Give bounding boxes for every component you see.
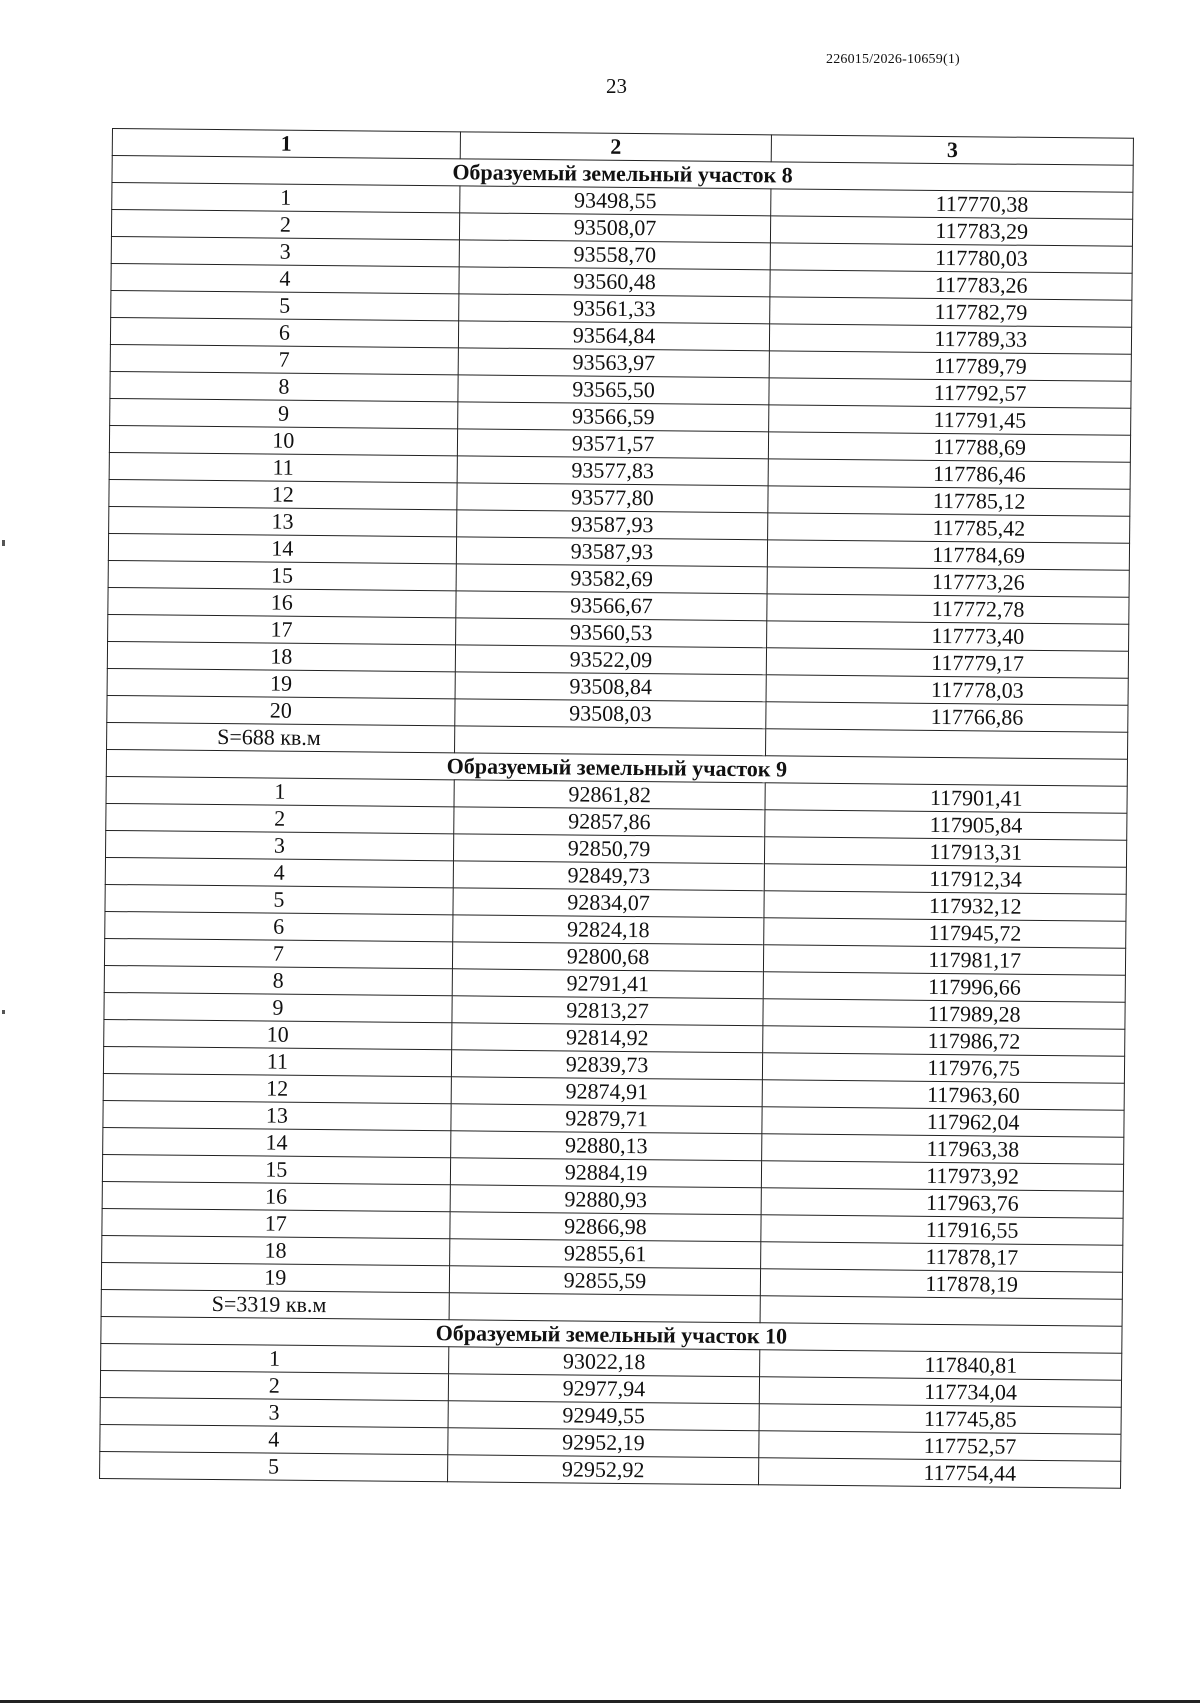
- point-number-cell: 12: [103, 1073, 451, 1103]
- x-coordinate-cell: 92949,55: [448, 1401, 760, 1431]
- y-coordinate-cell: 117945,72: [764, 918, 1126, 948]
- y-coordinate-cell: 117963,38: [762, 1134, 1124, 1164]
- y-coordinate-cell: 117963,76: [761, 1188, 1123, 1218]
- point-number-cell: 1: [112, 183, 460, 213]
- y-coordinate-cell: 117989,28: [763, 999, 1125, 1029]
- coordinates-table-body: [100, 129, 1134, 1489]
- x-coordinate-cell: 93508,84: [455, 672, 767, 702]
- column-header-1: 1: [112, 129, 460, 159]
- x-coordinate-cell: 93508,03: [454, 699, 766, 729]
- column-header-2: 2: [460, 132, 772, 162]
- point-number-cell: 19: [101, 1262, 449, 1292]
- x-coordinate-cell: 92839,73: [451, 1050, 763, 1080]
- y-coordinate-cell: 117878,17: [761, 1242, 1123, 1272]
- x-coordinate-cell: 92813,27: [452, 996, 764, 1026]
- point-number-cell: 3: [111, 236, 459, 266]
- y-coordinate-cell: 117901,41: [765, 783, 1127, 813]
- x-coordinate-cell: 93522,09: [455, 645, 767, 675]
- x-coordinate-cell: 92791,41: [452, 969, 764, 999]
- x-coordinate-cell: 92879,71: [451, 1104, 763, 1134]
- y-coordinate-cell: 117734,04: [760, 1377, 1122, 1407]
- y-coordinate-cell: 117779,17: [767, 648, 1129, 678]
- x-coordinate-cell: 92855,61: [449, 1239, 761, 1269]
- y-coordinate-cell: 117782,79: [770, 297, 1132, 327]
- point-number-cell: 4: [111, 263, 459, 293]
- x-coordinate-cell: 92850,79: [453, 834, 765, 864]
- point-number-cell: 8: [104, 965, 452, 995]
- point-number-cell: 6: [110, 317, 458, 347]
- x-coordinate-cell: 93560,48: [459, 267, 771, 297]
- point-number-cell: 2: [111, 210, 459, 240]
- point-number-cell: 8: [110, 371, 458, 401]
- x-coordinate-cell: 92857,86: [453, 807, 765, 837]
- section-title: Образуемый земельный участок 9: [106, 749, 1127, 786]
- y-coordinate-cell: 117745,85: [759, 1404, 1121, 1434]
- y-coordinate-cell: 117773,26: [767, 567, 1129, 597]
- y-coordinate-cell: 117986,72: [763, 1026, 1125, 1056]
- point-number-cell: 10: [104, 1019, 452, 1049]
- y-coordinate-cell: 117766,86: [766, 702, 1128, 732]
- y-coordinate-cell: 117786,46: [768, 459, 1130, 489]
- point-number-cell: 1: [106, 776, 454, 806]
- x-coordinate-cell: 92952,19: [447, 1428, 759, 1458]
- point-number-cell: 9: [110, 398, 458, 428]
- point-number-cell: 18: [102, 1235, 450, 1265]
- point-number-cell: 20: [107, 695, 455, 725]
- x-coordinate-cell: 92834,07: [453, 888, 765, 918]
- x-coordinate-cell: 93022,18: [448, 1347, 760, 1377]
- y-coordinate-cell: 117913,31: [765, 837, 1127, 867]
- point-number-cell: 1: [101, 1343, 449, 1373]
- x-coordinate-cell: 93577,80: [457, 483, 769, 513]
- y-coordinate-cell: 117789,79: [769, 351, 1131, 381]
- point-number-cell: 17: [102, 1208, 450, 1238]
- x-coordinate-cell: 93566,67: [456, 591, 768, 621]
- point-number-cell: 13: [103, 1100, 451, 1130]
- x-coordinate-cell: 92861,82: [454, 780, 766, 810]
- y-coordinate-cell: 117840,81: [760, 1350, 1122, 1380]
- x-coordinate-cell: 93566,59: [457, 402, 769, 432]
- x-coordinate-cell: 92880,13: [450, 1131, 762, 1161]
- section-title: Образуемый земельный участок 8: [112, 156, 1133, 193]
- y-coordinate-cell: 117785,42: [768, 513, 1130, 543]
- x-coordinate-cell: 92855,59: [449, 1266, 761, 1296]
- y-coordinate-cell: 117789,33: [770, 324, 1132, 354]
- y-coordinate-cell: 117996,66: [763, 972, 1125, 1002]
- x-coordinate-cell: 92884,19: [450, 1158, 762, 1188]
- area-cell: S=688 кв.м: [107, 722, 455, 752]
- x-coordinate-cell: 92880,93: [450, 1185, 762, 1215]
- y-coordinate-cell: 117788,69: [769, 432, 1131, 462]
- point-number-cell: 4: [100, 1424, 448, 1454]
- x-coordinate-cell: 92977,94: [448, 1374, 760, 1404]
- y-coordinate-cell: 117754,44: [759, 1458, 1121, 1488]
- column-header-3: 3: [772, 135, 1134, 165]
- x-coordinate-cell: 93565,50: [458, 375, 770, 405]
- point-number-cell: 2: [106, 803, 454, 833]
- point-number-cell: 5: [111, 290, 459, 320]
- page-number: 23: [606, 74, 627, 98]
- y-coordinate-cell: 117976,75: [763, 1053, 1125, 1083]
- document-id: 226015/2026-10659(1): [826, 52, 960, 67]
- x-coordinate-cell: 92814,92: [451, 1023, 763, 1053]
- point-number-cell: 7: [104, 938, 452, 968]
- x-coordinate-cell: 92952,92: [447, 1455, 759, 1485]
- y-coordinate-cell: 117912,34: [765, 864, 1127, 894]
- y-coordinate-cell: 117783,29: [771, 216, 1133, 246]
- x-coordinate-cell: 93558,70: [459, 240, 771, 270]
- y-coordinate-cell: 117783,26: [770, 270, 1132, 300]
- point-number-cell: 4: [105, 857, 453, 887]
- x-coordinate-cell: 93560,53: [455, 618, 767, 648]
- y-coordinate-cell: 117773,40: [767, 621, 1129, 651]
- y-coordinate-cell: 117878,19: [761, 1269, 1123, 1299]
- y-coordinate-cell: 117905,84: [765, 810, 1127, 840]
- scan-edge-line: [0, 1700, 1200, 1703]
- x-coordinate-cell: 93498,55: [459, 186, 771, 216]
- x-coordinate-cell: 93587,93: [456, 537, 768, 567]
- x-coordinate-cell: 93564,84: [458, 321, 770, 351]
- point-number-cell: 2: [100, 1370, 448, 1400]
- scan-artifact: [2, 1010, 5, 1014]
- area-cell: S=3319 кв.м: [101, 1289, 449, 1319]
- y-coordinate-cell: 117752,57: [759, 1431, 1121, 1461]
- point-number-cell: 5: [100, 1451, 448, 1481]
- point-number-cell: 13: [109, 506, 457, 536]
- point-number-cell: 14: [103, 1127, 451, 1157]
- y-coordinate-cell: 117916,55: [761, 1215, 1123, 1245]
- x-coordinate-cell: 92866,98: [450, 1212, 762, 1242]
- x-coordinate-cell: 92849,73: [453, 861, 765, 891]
- y-coordinate-cell: 117963,60: [762, 1080, 1124, 1110]
- point-number-cell: 14: [108, 533, 456, 563]
- point-number-cell: 16: [102, 1181, 450, 1211]
- point-number-cell: 10: [109, 425, 457, 455]
- empty-cell: [766, 729, 1128, 759]
- x-coordinate-cell: 92800,68: [452, 942, 764, 972]
- y-coordinate-cell: 117962,04: [762, 1107, 1124, 1137]
- y-coordinate-cell: 117791,45: [769, 405, 1131, 435]
- y-coordinate-cell: 117772,78: [767, 594, 1129, 624]
- point-number-cell: 3: [100, 1397, 448, 1427]
- point-number-cell: 16: [108, 587, 456, 617]
- x-coordinate-cell: 93587,93: [456, 510, 768, 540]
- y-coordinate-cell: 117792,57: [769, 378, 1131, 408]
- y-coordinate-cell: 117770,38: [771, 189, 1133, 219]
- section-title: Образуемый земельный участок 10: [101, 1316, 1122, 1353]
- point-number-cell: 15: [108, 560, 456, 590]
- x-coordinate-cell: 93508,07: [459, 213, 771, 243]
- x-coordinate-cell: 92824,18: [452, 915, 764, 945]
- x-coordinate-cell: 92874,91: [451, 1077, 763, 1107]
- x-coordinate-cell: 93571,57: [457, 429, 769, 459]
- empty-cell: [454, 726, 766, 756]
- point-number-cell: 11: [103, 1046, 451, 1076]
- x-coordinate-cell: 93577,83: [457, 456, 769, 486]
- x-coordinate-cell: 93561,33: [458, 294, 770, 324]
- x-coordinate-cell: 93563,97: [458, 348, 770, 378]
- point-number-cell: 9: [104, 992, 452, 1022]
- y-coordinate-cell: 117780,03: [770, 243, 1132, 273]
- point-number-cell: 19: [107, 668, 455, 698]
- point-number-cell: 6: [105, 911, 453, 941]
- coordinates-table: [99, 128, 1134, 1489]
- point-number-cell: 5: [105, 884, 453, 914]
- y-coordinate-cell: 117785,12: [768, 486, 1130, 516]
- point-number-cell: 12: [109, 479, 457, 509]
- y-coordinate-cell: 117778,03: [766, 675, 1128, 705]
- y-coordinate-cell: 117932,12: [764, 891, 1126, 921]
- point-number-cell: 15: [102, 1154, 450, 1184]
- x-coordinate-cell: 93582,69: [456, 564, 768, 594]
- empty-cell: [760, 1296, 1122, 1326]
- point-number-cell: 17: [108, 614, 456, 644]
- y-coordinate-cell: 117784,69: [768, 540, 1130, 570]
- empty-cell: [449, 1293, 761, 1323]
- point-number-cell: 7: [110, 344, 458, 374]
- y-coordinate-cell: 117981,17: [764, 945, 1126, 975]
- point-number-cell: 11: [109, 452, 457, 482]
- point-number-cell: 3: [105, 830, 453, 860]
- y-coordinate-cell: 117973,92: [762, 1161, 1124, 1191]
- point-number-cell: 18: [107, 641, 455, 671]
- scan-artifact: [2, 540, 5, 546]
